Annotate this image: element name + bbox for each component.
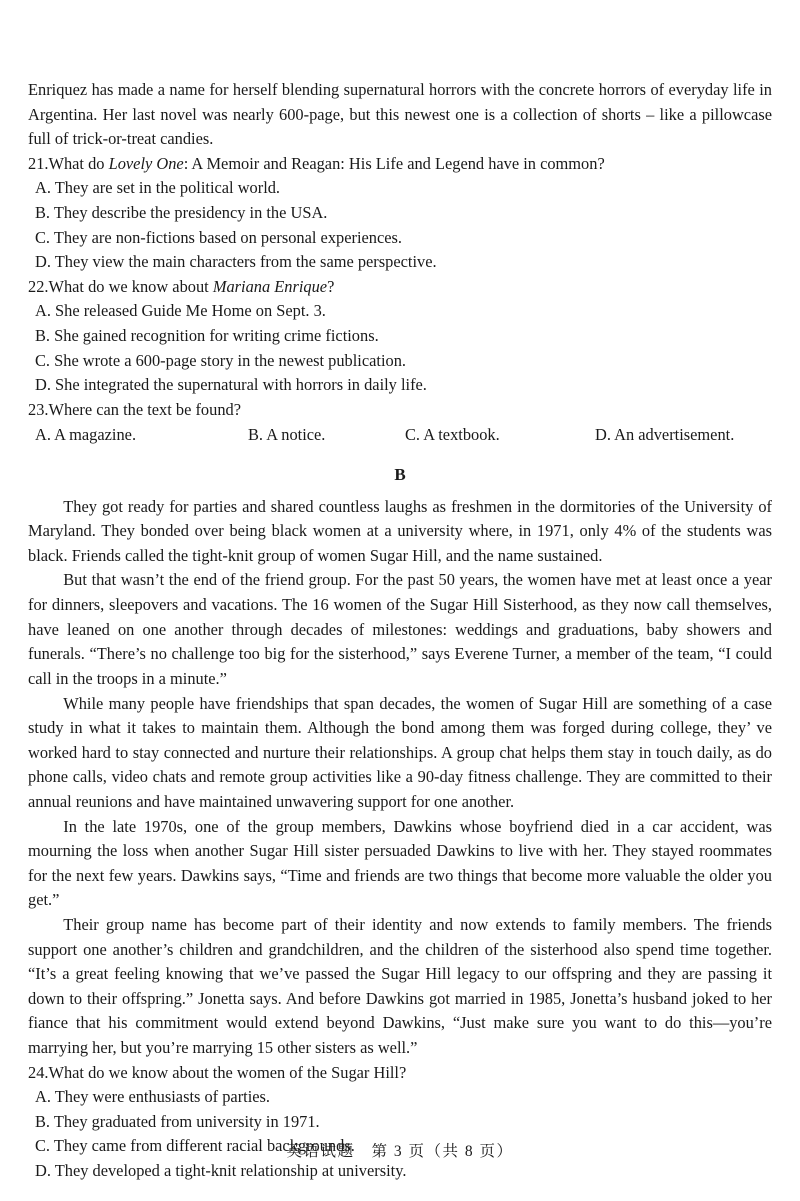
question-23-option-d: D. An advertisement. xyxy=(595,424,735,444)
question-22-option-a: A. She released Guide Me Home on Sept. 3. xyxy=(35,301,326,321)
question-21-title-italic: Lovely One xyxy=(108,153,184,173)
question-24-option-a: A. They were enthusiasts of parties. xyxy=(35,1087,271,1107)
question-23-option-b: B. A notice. xyxy=(248,424,326,444)
intro-paragraph: Enriquez has made a name for herself blending supernatural horrors with the concrete horrors of everyday life in Argentina. Her last novel was nearly 600-page, but this newest one is a collection of shorts – like a pillowcase full of trick-or-treat candies. xyxy=(28,80,772,149)
passage-b xyxy=(28,495,772,1061)
question-21 xyxy=(28,152,772,275)
question-24-text: 24.What do we know about the women of the Sugar Hill? xyxy=(28,1062,407,1082)
question-21-option-a: A. They are set in the political world. xyxy=(35,178,281,198)
question-23-options xyxy=(28,423,772,448)
section-b-label: B xyxy=(394,465,406,485)
passage-b-paragraph-4: In the late 1970s, one of the group members, Dawkins whose boyfriend died in a car accident, was mourning the loss when another Sugar Hill sister persuaded Dawkins to live with her. They stayed roommates for the next few years. Dawkins says, “Time and friends are two things that become more valuable the older you get.” xyxy=(28,816,772,910)
question-21-text-post: : A Memoir and Reagan: His Life and Legend have in common? xyxy=(183,153,605,173)
question-21-option-b: B. They describe the presidency in the USA. xyxy=(35,203,328,223)
question-22-text-pre: 22.What do we know about xyxy=(28,276,213,296)
question-22-text xyxy=(28,275,772,300)
question-22-title-italic: Mariana Enrique xyxy=(212,276,328,296)
question-23-text: 23.Where can the text be found? xyxy=(28,399,241,419)
question-22-text-post: ? xyxy=(327,276,335,296)
question-22-option-c: C. She wrote a 600-page story in the newest publication. xyxy=(35,350,406,370)
question-24-option-c: C. They came from different racial backgrounds. xyxy=(35,1136,355,1156)
passage-b-paragraph-1: They got ready for parties and shared countless laughs as freshmen in the dormitories of the University of Maryland. They bonded over being black women at a university where, in 1971, only 4% of the students was black. Friends called the tight-knit group of women Sugar Hill, and the name sustained. xyxy=(28,496,772,565)
question-21-option-d: D. They view the main characters from the same perspective. xyxy=(35,252,437,272)
passage-b-paragraph-3: While many people have friendships that span decades, the women of Sugar Hill are something of a case study in what it takes to maintain them. Although the bond among them was forged during college, they’ ve worked hard to stay connected and nurture their relationships. A group chat helps them stay in touch daily, as do phone calls, video chats and remote group activities like a 90-day fitness challenge. They are committed to their annual reunions and have maintained unwavering support for one another. xyxy=(28,693,772,811)
question-24-option-d: D. They developed a tight-knit relationship at university. xyxy=(35,1161,407,1181)
question-22-option-d: D. She integrated the supernatural with horrors in daily life. xyxy=(35,375,427,395)
question-23-option-c: C. A textbook. xyxy=(405,424,500,444)
question-21-option-c: C. They are non-fictions based on personal experiences. xyxy=(35,227,402,247)
question-24-option-b: B. They graduated from university in 1971. xyxy=(35,1111,320,1131)
passage-b-paragraph-5: Their group name has become part of their identity and now extends to family members. The friends support one another’s children and grandchildren, and the children of the sisterhood also spend time together. “It’s a great feeling knowing that we’ve passed the Sugar Hill legacy to our offspring and they are passing it down to their offspring.” Jonetta says. And before Dawkins got married in 1985, Jonetta’s husband joked to her fiance that his commitment would extend beyond Dawkins, “Just make sure you want to do this—you’re marrying her, but you’re marrying 15 other sisters as well.” xyxy=(28,915,772,1058)
question-21-text xyxy=(28,152,772,177)
question-22 xyxy=(28,275,772,398)
question-22-option-b: B. She gained recognition for writing crime fictions. xyxy=(35,326,379,346)
question-24 xyxy=(28,1061,772,1184)
passage-b-paragraph-2: But that wasn’t the end of the friend group. For the past 50 years, the women have met at least once a year for dinners, sleepovers and vacations. The 16 women of the Sugar Hill Sisterhood, as they now call themselves, have leaned on one another through decades of milestones: weddings and graduations, baby showers and funerals. “There’s no challenge too big for the sisterhood,” says Everene Turner, a member of the team, “I could call in the troops in a minute.” xyxy=(28,570,772,688)
question-21-text-pre: 21.What do xyxy=(28,153,109,173)
page-footer: 英语试题 第 3 页（共 8 页） xyxy=(286,1143,514,1160)
question-23 xyxy=(28,398,772,447)
question-23-option-a: A. A magazine. xyxy=(35,424,137,444)
